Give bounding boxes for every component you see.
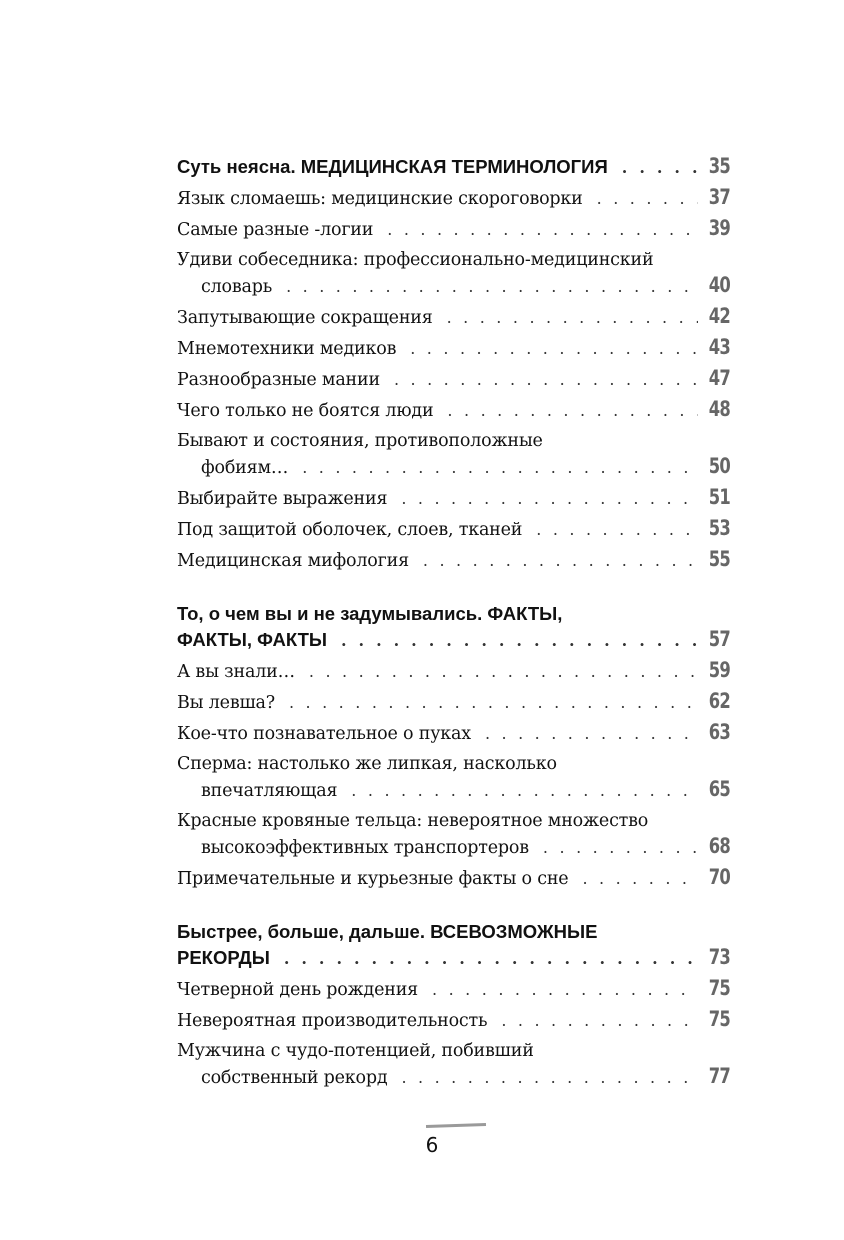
entry-title: Мнемотехники медиков [177, 339, 397, 359]
dot-leader [401, 1068, 698, 1087]
entry-title-line: высокоэффективных транспортеров [201, 838, 529, 858]
entry-title: Разнообразные мании [177, 370, 380, 390]
entry-title: Вы левша? [177, 693, 275, 713]
page-ref: 55 [708, 547, 730, 571]
toc-entry[interactable] [177, 1038, 730, 1095]
toc-entry[interactable] [177, 304, 730, 335]
toc-entry[interactable] [177, 216, 730, 247]
dot-leader [351, 781, 698, 800]
dot-leader [501, 1011, 698, 1030]
section-gap [177, 896, 730, 919]
dot-leader [401, 489, 698, 508]
toc-entry[interactable] [177, 366, 730, 397]
dot-leader [622, 158, 698, 177]
page-ref: 59 [708, 658, 730, 682]
toc-entry[interactable] [177, 428, 730, 485]
page-ref: 42 [708, 304, 730, 328]
page-ref: 39 [708, 216, 730, 240]
dot-leader [597, 189, 698, 208]
toc-entry[interactable] [177, 689, 730, 720]
entry-title: Примечательные и курьезные факты о сне [177, 869, 569, 889]
page-ref: 35 [708, 154, 730, 178]
page-ref: 53 [708, 516, 730, 540]
dot-leader [286, 277, 698, 296]
entry-title-line: Мужчина с чудо-потенцией, побивший [177, 1041, 534, 1061]
toc-entry[interactable] [177, 547, 730, 578]
page-ref: 70 [708, 865, 730, 889]
section-gap [177, 578, 730, 601]
section-title-line: Быстрее, больше, дальше. ВСЕВОЗМОЖНЫЕ [177, 921, 598, 942]
entry-title: Выбирайте выражения [177, 489, 388, 509]
page-ref: 50 [708, 454, 730, 478]
entry-title-line: Бывают и состояния, противоположные [177, 431, 543, 451]
dot-leader [423, 551, 698, 570]
toc-entry[interactable] [177, 658, 730, 689]
section-title-line: ФАКТЫ, ФАКТЫ [177, 629, 327, 650]
toc-entry[interactable] [177, 397, 730, 428]
entry-title: Четверной день рождения [177, 980, 419, 1000]
page-ref: 62 [708, 689, 730, 713]
toc-entry[interactable] [177, 1007, 730, 1038]
page-ref: 65 [708, 777, 730, 801]
page-ref: 73 [708, 945, 730, 969]
entry-title-line: впечатляющая [201, 781, 338, 801]
section-title-line: То, о чем вы и не задумывались. ФАКТЫ, [177, 603, 563, 624]
table-of-contents [177, 154, 730, 1095]
entry-title: Невероятная производительность [177, 1011, 488, 1031]
dot-leader [341, 631, 698, 650]
toc-entry[interactable] [177, 808, 730, 865]
dot-leader [582, 869, 698, 888]
entry-title-line: Удиви собеседника: профессионально-медицинский [177, 250, 654, 270]
dot-leader [447, 308, 698, 327]
page-ref: 48 [708, 397, 730, 421]
entry-title-line: словарь [201, 277, 273, 297]
entry-title: Под защитой оболочек, слоев, тканей [177, 520, 523, 540]
entry-title: Язык сломаешь: медицинские скороговорки [177, 189, 583, 209]
section-title-line: РЕКОРДЫ [177, 947, 270, 968]
entry-title-line: фобиям… [201, 458, 289, 478]
toc-entry[interactable] [177, 485, 730, 516]
section-heading[interactable] [177, 154, 730, 185]
toc-entry[interactable] [177, 335, 730, 366]
dot-leader [302, 458, 698, 477]
page-ref: 37 [708, 185, 730, 209]
entry-title: Запутывающие сокращения [177, 308, 433, 328]
toc-entry[interactable] [177, 247, 730, 304]
entry-title: А вы знали… [177, 662, 295, 682]
page-number: 6 [425, 1133, 439, 1157]
entry-title-line: Сперма: настолько же липкая, насколько [177, 754, 557, 774]
dot-leader [536, 520, 698, 539]
toc-entry[interactable] [177, 720, 730, 751]
entry-title: Самые разные -логии [177, 220, 374, 240]
page-ref: 63 [708, 720, 730, 744]
dot-leader [447, 401, 698, 420]
dot-leader [410, 339, 698, 358]
page-ref: 77 [708, 1064, 730, 1088]
section-heading[interactable] [177, 601, 730, 658]
page-ref: 47 [708, 366, 730, 390]
page-ref: 75 [708, 976, 730, 1000]
entry-title-line: собственный рекорд [201, 1068, 388, 1088]
toc-entry[interactable] [177, 516, 730, 547]
toc-entry[interactable] [177, 185, 730, 216]
toc-entry[interactable] [177, 976, 730, 1007]
entry-title: Кое-что познавательное о пуках [177, 724, 471, 744]
dot-leader [309, 662, 698, 681]
page-ref: 75 [708, 1007, 730, 1031]
entry-title: Медицинская мифология [177, 551, 409, 571]
dot-leader [394, 370, 698, 389]
page-ref: 43 [708, 335, 730, 359]
entry-title-line: Красные кровяные тельца: невероятное множество [177, 811, 649, 831]
page-ref: 57 [708, 627, 730, 651]
dot-leader [289, 693, 698, 712]
dot-leader [432, 980, 698, 999]
dot-leader [387, 220, 698, 239]
entry-title: Чего только не боятся люди [177, 401, 434, 421]
toc-entry[interactable] [177, 865, 730, 896]
dot-leader [543, 838, 698, 857]
section-title: Суть неясна. МЕДИЦИНСКАЯ ТЕРМИНОЛОГИЯ [177, 156, 608, 177]
page-ref: 51 [708, 485, 730, 509]
toc-entry[interactable] [177, 751, 730, 808]
page-number-rule [426, 1123, 486, 1128]
section-heading[interactable] [177, 919, 730, 976]
page-ref: 68 [708, 834, 730, 858]
page-ref: 40 [708, 273, 730, 297]
dot-leader [284, 949, 698, 968]
dot-leader [485, 724, 698, 743]
